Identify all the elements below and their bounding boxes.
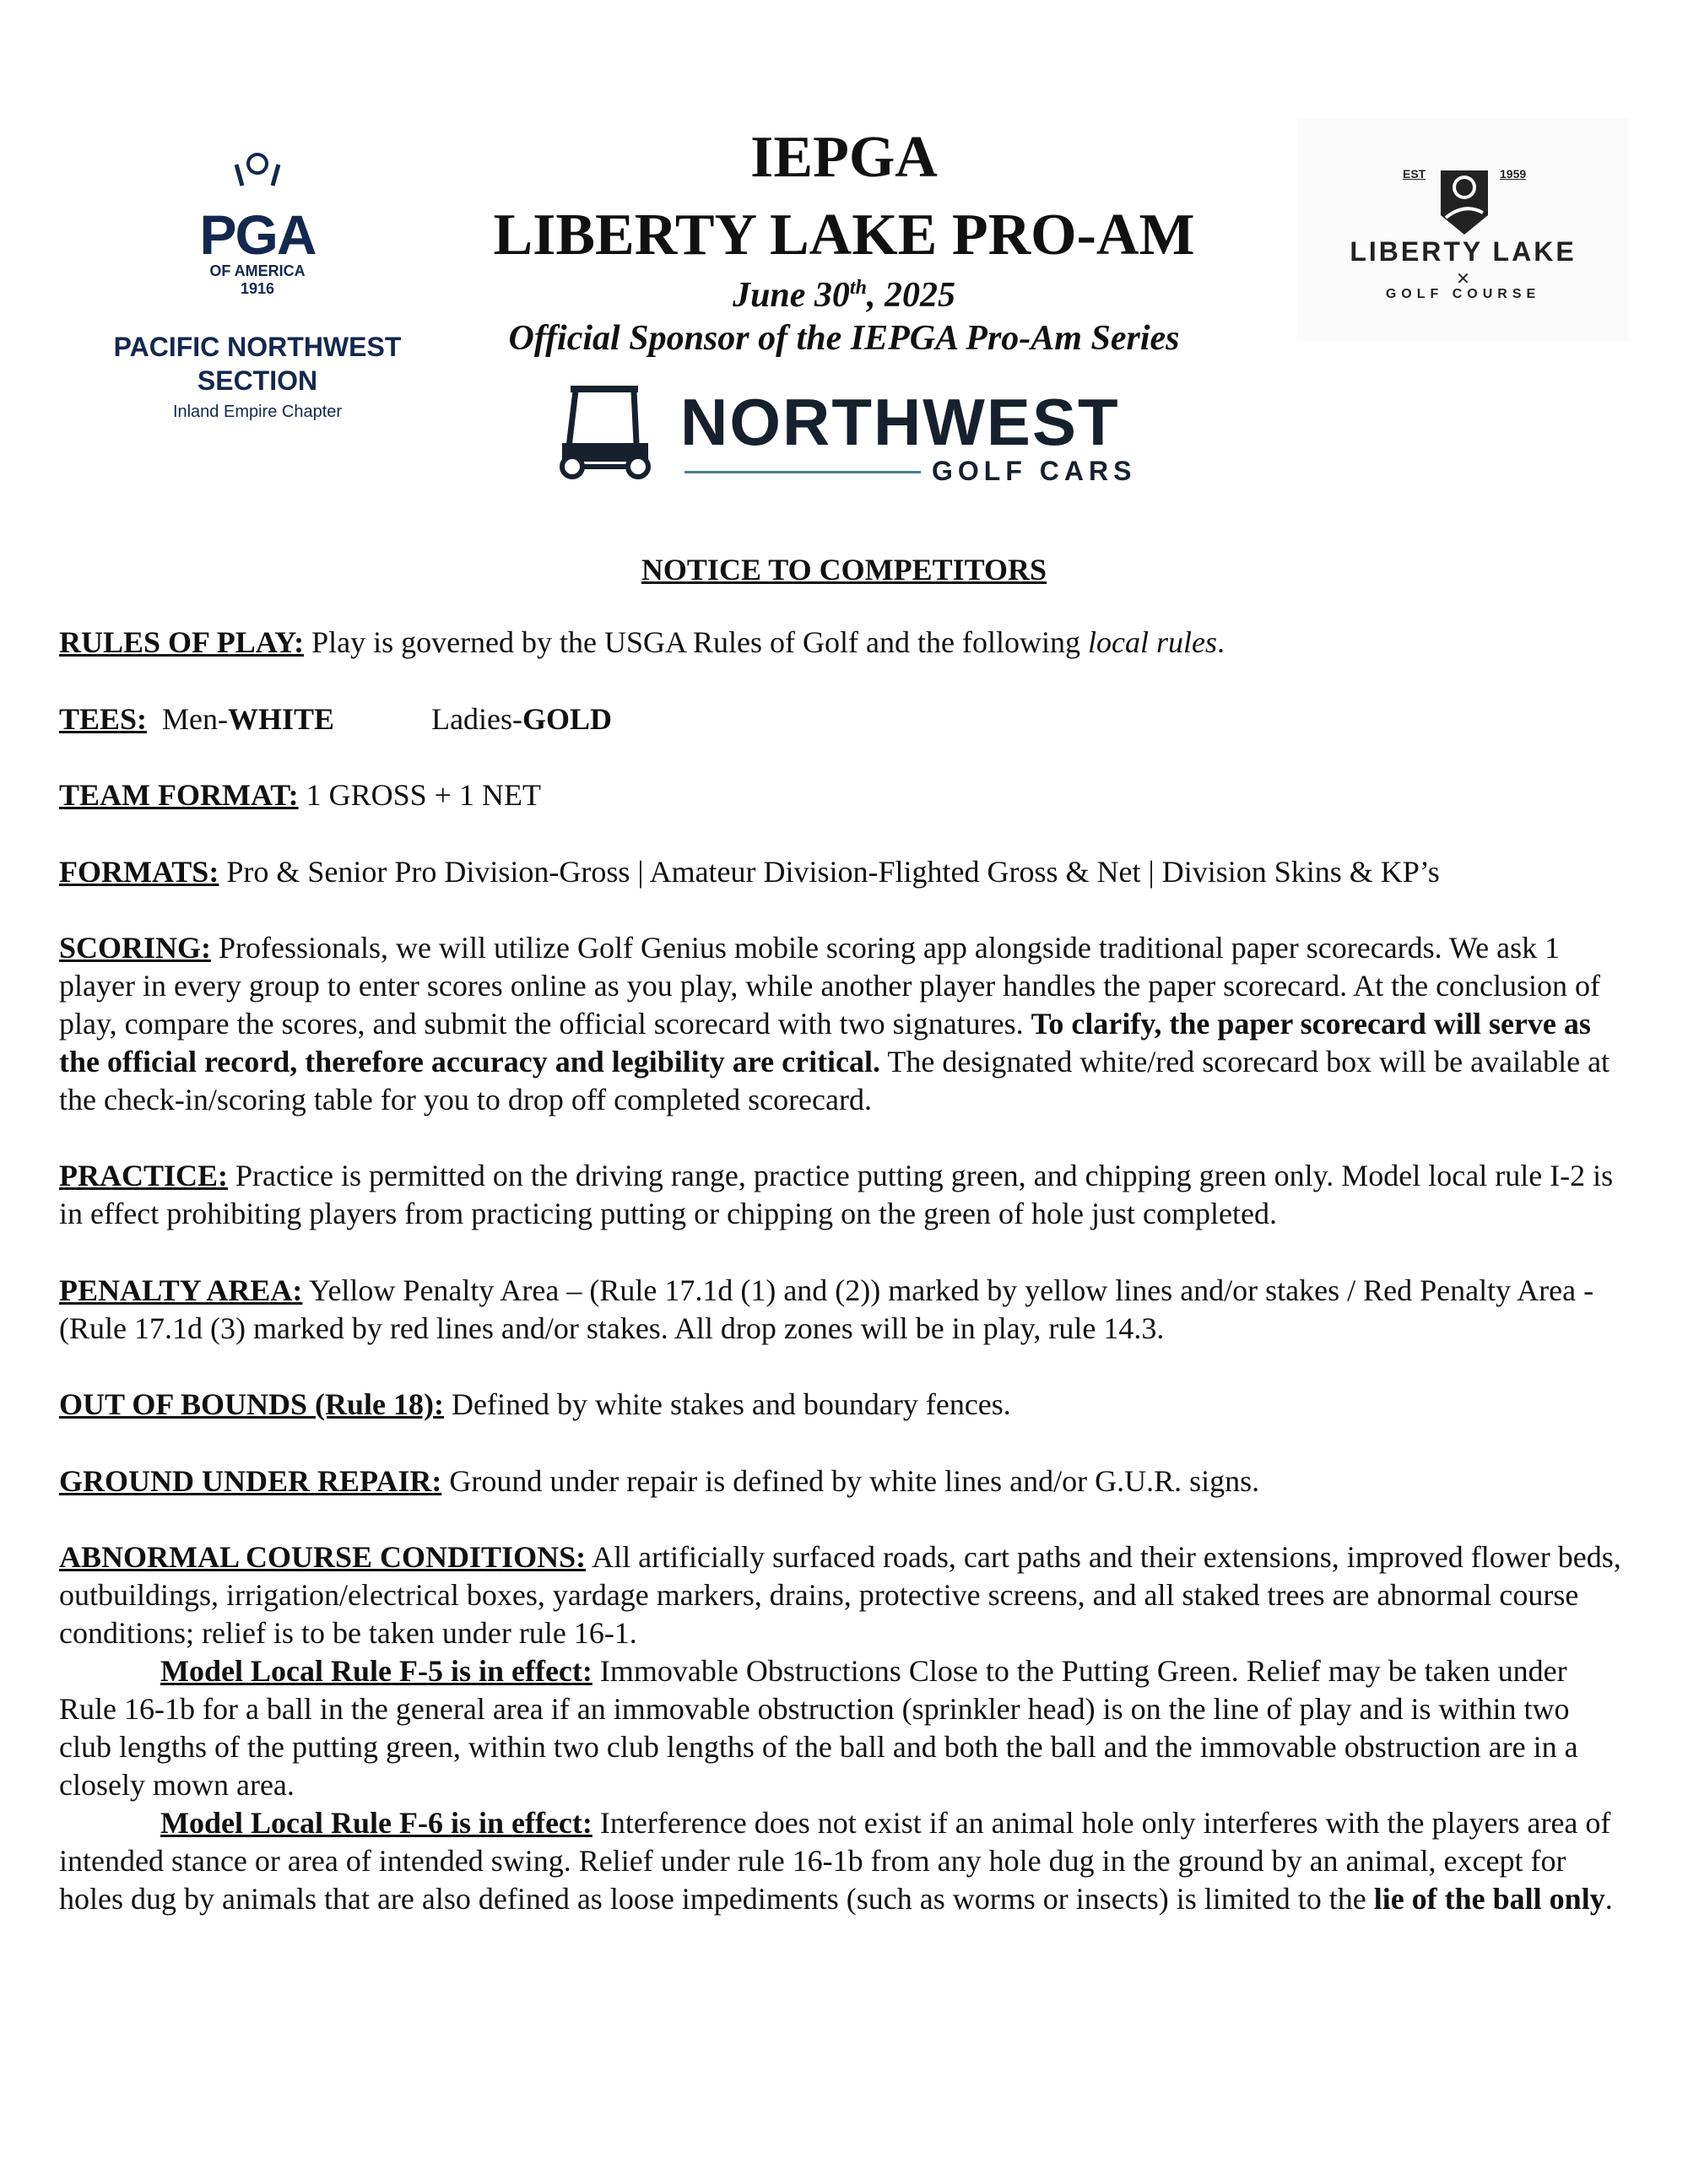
pga-sub: OF AMERICA — [209, 262, 306, 279]
pga-year: 1916 — [240, 280, 275, 297]
rules-end: . — [1216, 625, 1225, 659]
f6-bold: lie of the ball only — [1373, 1882, 1605, 1916]
sponsor-line: Official Sponsor of the IEPGA Pro-Am Series — [508, 319, 1180, 358]
ll-year: 1959 — [1500, 167, 1527, 181]
pga-section2: SECTION — [197, 365, 318, 396]
golf-clubs-icon — [215, 152, 300, 203]
formats-label: FORMATS: — [59, 855, 219, 889]
nw-sub: GOLF CARS — [932, 456, 1137, 486]
team-label: TEAM FORMAT: — [59, 778, 299, 812]
tees-men: Men- — [162, 702, 229, 736]
rules-italic: local rules — [1087, 625, 1217, 659]
ground-under-repair — [59, 1462, 1629, 1500]
pga-pnw-logo — [93, 152, 422, 422]
tees-label: TEES: — [59, 702, 148, 736]
notice-heading: NOTICE TO COMPETITORS — [641, 553, 1047, 587]
tees-ladies-value: GOLD — [522, 702, 613, 736]
date-sup: th — [849, 277, 867, 299]
tees — [59, 700, 1629, 738]
scoring — [59, 929, 1629, 1119]
formats-text: Pro & Senior Pro Division-Gross | Amateur Division-Flighted Gross & Net | Division Skins & KP’s — [219, 855, 1440, 889]
tree-shield-icon — [1439, 169, 1490, 236]
event-title: LIBERTY LAKE PRO-AM — [493, 203, 1195, 268]
abnormal-course-conditions — [59, 1538, 1629, 1918]
penalty-area — [59, 1272, 1629, 1348]
date-main: June 30 — [733, 276, 850, 315]
rules-label: RULES OF PLAY: — [59, 625, 305, 659]
ll-sub: GOLF COURSE — [1385, 287, 1541, 301]
scoring-bold: To clarify, the paper scorecard will serve as the official record, therefore accuracy and legibility are critical. — [59, 1007, 1591, 1078]
gur-label: GROUND UNDER REPAIR: — [59, 1464, 442, 1498]
acc-text: All artificially surfaced roads, cart paths and their extensions, improved flower beds, outbuildings, irrigation/electrical boxes, yardage markers, drains, protective screens, and all staked trees are abnormal course conditions; relief is to be taken under rule 16-1. — [59, 1540, 1621, 1650]
pga-section: PACIFIC NORTHWEST — [113, 332, 402, 362]
event-org-title: IEPGA — [750, 125, 938, 190]
pga-wordmark: PGA — [199, 203, 316, 266]
oob-text: Defined by white stakes and boundary fences. — [444, 1387, 1011, 1421]
liberty-lake-logo — [1297, 118, 1629, 342]
oob-label: OUT OF BOUNDS (Rule 18): — [59, 1387, 445, 1421]
ll-x-icon: ✕ — [1456, 270, 1470, 289]
penalty-label: PENALTY AREA: — [59, 1273, 303, 1307]
tees-ladies: Ladies- — [431, 702, 523, 736]
golf-cart-icon — [554, 384, 672, 481]
nw-divider — [684, 471, 921, 473]
formats — [59, 853, 1629, 891]
f6-label: Model Local Rule F-6 is in effect: — [160, 1806, 592, 1840]
practice-text: Practice is permitted on the driving range, practice putting green, and chipping green only. Model local rule I-2 is in effect prohibiting players from practicing putting or chipping on the green of hole just completed. — [59, 1159, 1614, 1230]
ll-name: LIBERTY LAKE — [1350, 236, 1577, 267]
local-rule-f5 — [59, 1652, 1629, 1804]
f5-text: Immovable Obstructions Close to the Putting Green. Relief may be taken under Rule 16-1b for a ball in the general area if an immovable obstruction (sprinkler head) is on the line of play and is within two club lengths of the putting green, within two club lengths of the ball and both the ball and the immovable obstruction are in a closely mown area. — [59, 1654, 1578, 1802]
practice-label: PRACTICE: — [59, 1159, 229, 1192]
rules-text: Play is governed by the USGA Rules of Golf and the following — [304, 625, 1088, 659]
team-format — [59, 776, 1629, 814]
f6-end: . — [1604, 1882, 1613, 1916]
f6-text: Interference does not exist if an animal hole only interferes with the players area of intended stance or area of intended swing. Relief under rule 16-1b from any hole dug in the ground by an animal, except for holes dug by animals that are also defined as loose impediments (such as worms or insects) is limited to the — [59, 1806, 1611, 1916]
tees-men-value: WHITE — [228, 702, 335, 736]
local-rule-f6 — [59, 1804, 1629, 1918]
nw-wordmark: NORTHWEST — [680, 385, 1120, 459]
northwest-golf-cars-logo — [554, 384, 1144, 485]
event-date — [506, 275, 1182, 316]
date-year: , 2025 — [866, 276, 955, 315]
scoring-label: SCORING: — [59, 931, 212, 965]
team-text: 1 GROSS + 1 NET — [298, 778, 541, 812]
gur-text: Ground under repair is defined by white lines and/or G.U.R. signs. — [441, 1464, 1260, 1498]
f5-label: Model Local Rule F-5 is in effect: — [160, 1654, 592, 1688]
pga-chapter: Inland Empire Chapter — [172, 403, 343, 421]
scoring-text: Professionals, we will utilize Golf Genius mobile scoring app alongside traditional paper scorecards. We ask 1 player in every group to enter scores online as you play, while another player handles the paper scorecard. At the conclusion of play, compare the scores, and submit the official scorecard with two signatures. — [59, 931, 1601, 1041]
acc-label: ABNORMAL COURSE CONDITIONS: — [59, 1540, 587, 1574]
penalty-text: Yellow Penalty Area – (Rule 17.1d (1) and (2)) marked by yellow lines and/or stakes / Red Penalty Area - (Rule 17.1d (3) marked by red lines and/or stakes. All drop zones will be in play, rule 14.3. — [59, 1273, 1594, 1345]
practice — [59, 1157, 1629, 1233]
out-of-bounds — [59, 1386, 1629, 1424]
ll-est: EST — [1403, 167, 1426, 181]
rules-of-play — [59, 624, 1629, 662]
scoring-end: The designated white/red scorecard box will be available at the check-in/scoring table for you to drop off completed scorecard. — [59, 1045, 1610, 1116]
